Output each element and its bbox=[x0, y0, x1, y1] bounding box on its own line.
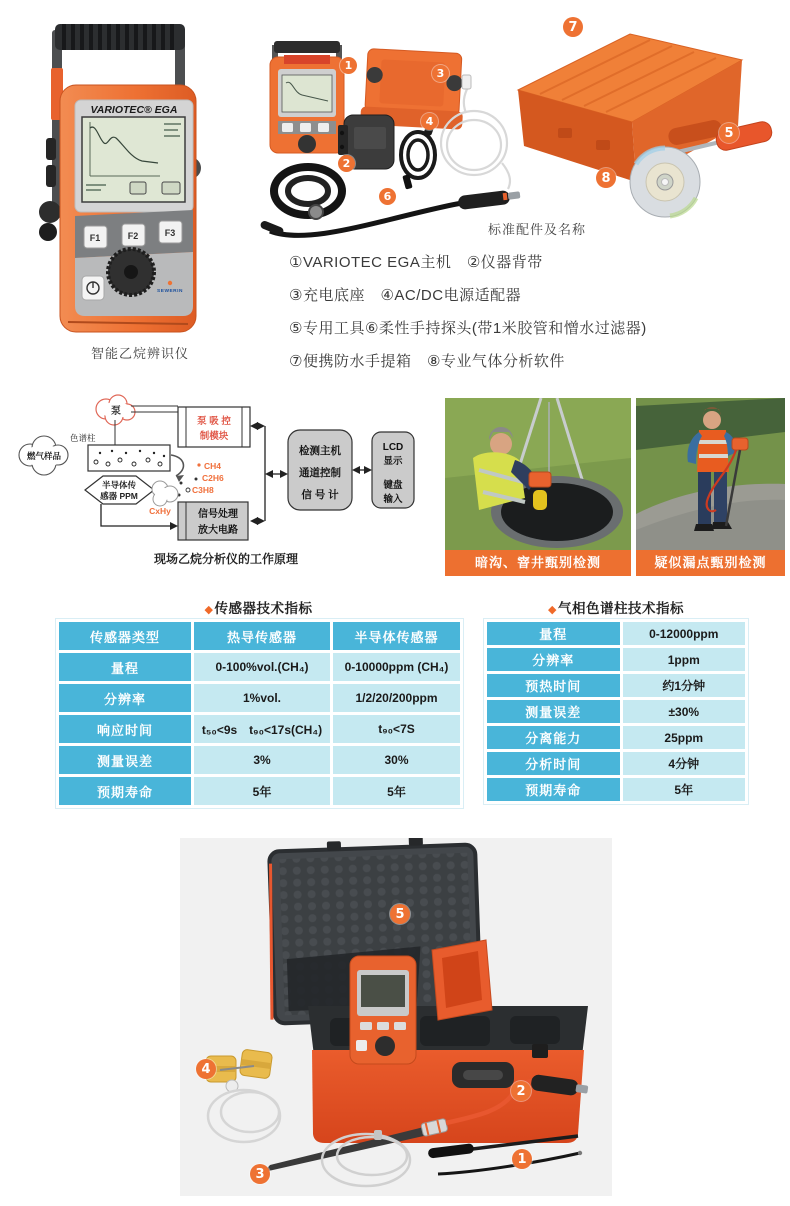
kit-badge-2: 2 bbox=[511, 1081, 531, 1101]
case-collage bbox=[500, 12, 790, 222]
device-brand-text: VARIOTEC® EGA bbox=[90, 104, 178, 116]
host-label-1: 检测主机 bbox=[299, 445, 341, 457]
host-label-3: 信 号 计 bbox=[301, 489, 339, 501]
item-badge-3: 3 bbox=[432, 65, 449, 82]
gas-ch4-label: CH4 bbox=[204, 461, 222, 471]
photo1-caption-bar: 暗沟、窨井甄别检测 bbox=[445, 550, 631, 576]
gc-table-title-text: 气相色谱柱技术指标 bbox=[557, 601, 684, 616]
kit-badge-5: 5 bbox=[390, 904, 410, 924]
main-device-photo bbox=[38, 10, 242, 342]
cell: t₉₀<7S bbox=[333, 715, 460, 743]
cell: 5年 bbox=[333, 777, 460, 805]
sensor-table-title bbox=[55, 597, 462, 617]
cell: 0-100%vol.(CH₄) bbox=[194, 653, 330, 681]
gc-spec-table bbox=[483, 618, 749, 805]
item-badge-7: 7 bbox=[563, 17, 583, 37]
host-label-2: 通道控制 bbox=[299, 467, 341, 479]
module-label-1: 泵 吸 控 bbox=[197, 416, 231, 427]
cell: t₅₀<9s t₉₀<17s(CH₄) bbox=[194, 715, 330, 743]
collage-caption: 标准配件及名称 bbox=[487, 222, 586, 237]
table-row bbox=[487, 752, 745, 775]
swirl-arrow bbox=[171, 455, 183, 476]
kit-badge-1: 1 bbox=[512, 1149, 532, 1169]
signal-label-1: 信号处理 bbox=[198, 509, 238, 520]
cell: 0-12000ppm bbox=[623, 622, 745, 645]
table-row bbox=[59, 622, 460, 650]
gas-c3h8-label: C3H8 bbox=[192, 485, 214, 495]
mini-device bbox=[270, 41, 344, 153]
item-badge-5: 5 bbox=[719, 123, 739, 143]
diamond-bullet-icon: ◆ bbox=[204, 604, 214, 616]
item-badge-8: 8 bbox=[596, 168, 616, 188]
tube-coil-left bbox=[208, 1090, 280, 1142]
cell: 30% bbox=[333, 746, 460, 774]
signal-label-2: 放大电路 bbox=[198, 525, 238, 536]
accessories-collage bbox=[258, 15, 526, 243]
header-cell: 传感器类型 bbox=[59, 622, 191, 650]
cell: 约1分钟 bbox=[623, 674, 745, 697]
main-device-caption: 智能乙烷辨识仪 bbox=[90, 346, 189, 361]
column-label: 色谱柱 bbox=[70, 433, 96, 443]
photo2-caption-bar: 疑似漏点甄别检测 bbox=[636, 550, 785, 576]
item-badge-4: 4 bbox=[421, 113, 438, 130]
row-label: 响应时间 bbox=[59, 715, 191, 743]
header-cell: 半导体传感器 bbox=[333, 622, 460, 650]
row-label: 测量误差 bbox=[487, 700, 620, 723]
row-label: 预热时间 bbox=[487, 674, 620, 697]
working-principle-diagram bbox=[8, 393, 432, 571]
f1-label: F1 bbox=[89, 233, 101, 243]
handheld-analyzer-2 bbox=[732, 438, 748, 450]
gc-table-title bbox=[483, 597, 749, 617]
sewerin-logo-text: SEWERIN bbox=[157, 289, 183, 294]
table-row bbox=[487, 622, 745, 645]
row-label: 分析时间 bbox=[487, 752, 620, 775]
row-label: 分辨率 bbox=[59, 684, 191, 712]
row-label: 预期寿命 bbox=[487, 778, 620, 801]
item-badge-1: 1 bbox=[340, 57, 357, 74]
sensor-spec-table bbox=[55, 618, 464, 809]
table-row bbox=[487, 778, 745, 801]
table-row bbox=[487, 726, 745, 749]
lcd-screen bbox=[82, 117, 185, 202]
cell: 3% bbox=[194, 746, 330, 774]
software-cd bbox=[630, 147, 700, 217]
lcd-label-2: 显示 bbox=[383, 456, 403, 467]
f3-label: F3 bbox=[164, 228, 176, 238]
accessory-list-line-2: ③充电底座 ④AC/DC电源适配器 bbox=[289, 287, 522, 304]
cell: ±30% bbox=[623, 700, 745, 723]
manhole-scene bbox=[445, 398, 631, 550]
open-case-scene bbox=[180, 838, 612, 1196]
table-row bbox=[59, 653, 460, 681]
kit-badge-4: 4 bbox=[196, 1059, 216, 1079]
walking-scene bbox=[636, 398, 785, 550]
table-row bbox=[59, 777, 460, 805]
cell: 5年 bbox=[194, 777, 330, 805]
lcd-label-1: LCD bbox=[382, 442, 404, 453]
cell: 0-10000ppm (CH₄) bbox=[333, 653, 460, 681]
cxhy-label: CxHy bbox=[149, 506, 171, 516]
cell: 4分钟 bbox=[623, 752, 745, 775]
waterproof-case bbox=[518, 34, 742, 182]
cell: 25ppm bbox=[623, 726, 745, 749]
table-row bbox=[487, 674, 745, 697]
lcd-io-box bbox=[372, 432, 414, 508]
pump-label: 泵 bbox=[111, 406, 121, 417]
item-badge-2: 2 bbox=[338, 155, 355, 172]
lcd-label-3: 键盘 bbox=[383, 480, 403, 491]
lcd-label-4: 输入 bbox=[383, 494, 403, 505]
host-box bbox=[288, 430, 352, 510]
dock-in-case bbox=[432, 940, 492, 1020]
gas-sample-cloud bbox=[19, 436, 68, 475]
row-label: 分辨率 bbox=[487, 648, 620, 671]
carry-strap bbox=[274, 167, 342, 219]
device-in-case bbox=[350, 956, 416, 1064]
side-button-upper[interactable] bbox=[46, 138, 56, 160]
handheld-analyzer bbox=[529, 472, 551, 487]
accessory-list-line-3: ⑤专用工具⑥柔性手持探头(带1米胶管和憎水过滤器) bbox=[289, 320, 647, 337]
table-row bbox=[487, 648, 745, 671]
side-button-lower[interactable] bbox=[46, 165, 56, 187]
cell: 1ppm bbox=[623, 648, 745, 671]
roller-floats bbox=[206, 1049, 273, 1092]
cell: 1/2/20/200ppm bbox=[333, 684, 460, 712]
cell: 5年 bbox=[623, 778, 745, 801]
header-cell: 热导传感器 bbox=[194, 622, 330, 650]
column-box bbox=[88, 445, 170, 471]
row-label: 测量误差 bbox=[59, 746, 191, 774]
table-row bbox=[59, 684, 460, 712]
item-badge-6: 6 bbox=[379, 188, 396, 205]
pump-control-module-box bbox=[178, 407, 250, 447]
kit-photo-panel bbox=[180, 838, 612, 1196]
row-label: 量程 bbox=[59, 653, 191, 681]
hex-label-1: 半导体传 bbox=[101, 480, 137, 490]
kit-badge-3: 3 bbox=[250, 1164, 270, 1184]
row-label: 分离能力 bbox=[487, 726, 620, 749]
table-row bbox=[487, 700, 745, 723]
lcd-soft-key-left bbox=[130, 182, 146, 194]
diagram-caption: 现场乙烷分析仪的工作原理 bbox=[153, 552, 299, 566]
accessory-list bbox=[289, 253, 749, 385]
lcd-soft-key-right bbox=[162, 182, 180, 194]
table-row bbox=[59, 746, 460, 774]
f2-label: F2 bbox=[127, 231, 139, 241]
table-row bbox=[59, 715, 460, 743]
accessory-list-line-1: ①VARIOTEC EGA主机 ②仪器背带 bbox=[289, 254, 543, 271]
hex-label-2: 感器 PPM bbox=[100, 491, 138, 501]
gas-c2h6-label: C2H6 bbox=[202, 473, 224, 483]
signal-processing-box bbox=[178, 502, 248, 540]
field-photo-manhole bbox=[445, 398, 631, 576]
diamond-bullet-icon: ◆ bbox=[548, 604, 557, 616]
field-photo-walking bbox=[636, 398, 785, 576]
row-label: 量程 bbox=[487, 622, 620, 645]
sensor-table-title-text: 传感器技术指标 bbox=[214, 601, 313, 616]
accessory-list-line-4: ⑦便携防水手提箱 ⑧专业气体分析软件 bbox=[289, 353, 565, 370]
gas-sample-label: 燃气样品 bbox=[26, 451, 62, 461]
cell: 1%vol. bbox=[194, 684, 330, 712]
module-label-2: 制模块 bbox=[199, 431, 229, 442]
row-label: 预期寿命 bbox=[59, 777, 191, 805]
